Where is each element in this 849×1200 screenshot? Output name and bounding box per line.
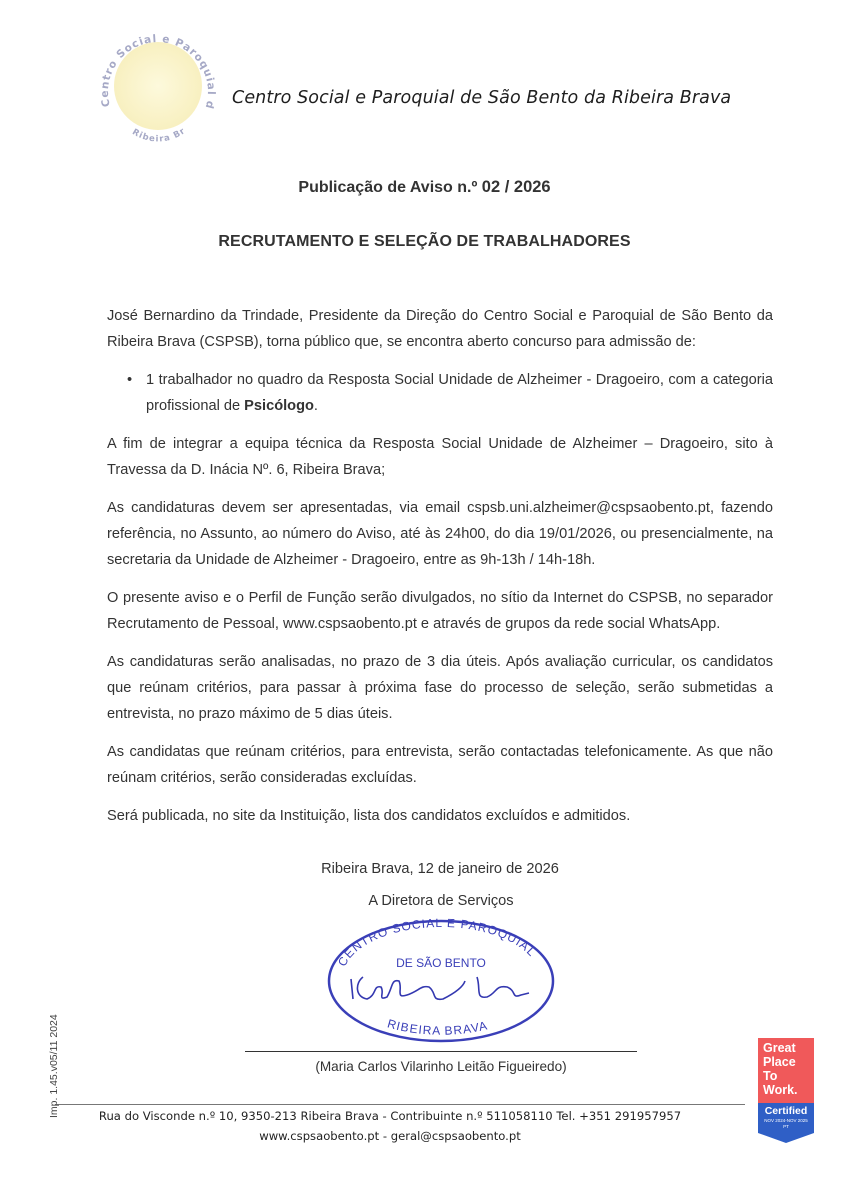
paragraph-list: Será publicada, no site da Instituição, lista dos candidatos excluídos e admitidos. bbox=[107, 808, 631, 824]
logo-text-top: Centro Social e Paroquial d bbox=[98, 32, 218, 111]
logo-text-bottom: Ribeira Br bbox=[130, 126, 188, 145]
signature-block bbox=[245, 891, 637, 1076]
badge-line-3: To bbox=[763, 1069, 778, 1083]
badge-certified: Certified bbox=[764, 1105, 808, 1117]
stamp-text-bottom: RIBEIRA BRAVA bbox=[385, 1016, 490, 1038]
signatory-name: (Maria Carlos Vilarinho Leitão Figueiredo) bbox=[315, 1059, 567, 1074]
paragraph-location: A fim de integrar a equipa técnica da Resposta Social Unidade de Alzheimer – Dragoeiro, sito à Travessa da D. Inácia Nº. 6, Ribeira Brava; bbox=[107, 436, 773, 478]
notice-title: RECRUTAMENTO E SELEÇÃO DE TRABALHADORES bbox=[218, 233, 631, 250]
position-list-item bbox=[107, 367, 773, 419]
organization-logo bbox=[88, 18, 228, 153]
signature-line bbox=[245, 1051, 637, 1052]
document-flow bbox=[0, 172, 849, 1178]
paragraph-applications: As candidaturas devem ser apresentadas, via email cspsb.uni.alzheimer@cspsaobento.pt, fazendo referência, no Assunto, ao número do Aviso, até às 24h00, do dia 19/01/2026, ou presencialmente, na secretaria da Unidade de Alzheimer - Dragoeiro, entre as 9h-13h / 14h-18h. bbox=[107, 500, 773, 568]
official-stamp bbox=[321, 915, 561, 1047]
badge-country: PT bbox=[783, 1124, 789, 1129]
bullet-icon: • bbox=[127, 372, 133, 388]
badge-dates: NOV 2024-NOV 2025 bbox=[764, 1118, 808, 1123]
paragraph-contact: As candidatas que reúnam critérios, para entrevista, serão contactadas telefonicamente. As que não reúnam critérios, serão consideradas excluídas. bbox=[107, 744, 773, 786]
badge-tip bbox=[758, 1133, 814, 1143]
svg-text:RIBEIRA BRAVA bbox=[386, 1016, 489, 1037]
publication-label: Publicação de Aviso n.º bbox=[298, 179, 478, 196]
place-date: Ribeira Brava, 12 de janeiro de 2026 bbox=[321, 861, 559, 877]
position-end: . bbox=[313, 398, 318, 414]
great-place-to-work-badge bbox=[758, 1038, 814, 1142]
badge-line-1: Great bbox=[763, 1041, 796, 1055]
signatory-role: A Diretora de Serviços bbox=[368, 893, 514, 909]
badge-line-2: Place bbox=[763, 1055, 796, 1069]
intro-paragraph: José Bernardino da Trindade, Presidente da Direção do Centro Social e Paroquial de São Bento da Ribeira Brava (CSPSB), torna público que, se encontra aberto concurso para admissão de: bbox=[107, 308, 773, 350]
publication-title bbox=[0, 176, 849, 199]
stamp-text-top: CENTRO SOCIAL E PAROQUIAL bbox=[334, 915, 540, 969]
notice-body bbox=[107, 303, 773, 829]
footer-address: Rua do Visconde n.º 10, 9350-213 Ribeira Brava - Contribuinte n.º 511058110 Tel. +351 291957957 bbox=[98, 1109, 682, 1123]
position-role: Psicólogo bbox=[244, 398, 314, 414]
publication-number: 02 / 2026 bbox=[481, 178, 551, 196]
organization-name: Centro Social e Paroquial de São Bento da Ribeira Brava bbox=[232, 88, 732, 108]
position-text: 1 trabalhador no quadro da Resposta Social Unidade de Alzheimer - Dragoeiro, com a categoria profissional de bbox=[146, 372, 773, 414]
paragraph-evaluation: As candidaturas serão analisadas, no prazo de 3 dia úteis. Após avaliação curricular, os candidatos que reúnam critérios, para passar à próxima fase do processo de seleção, serão submetidas a entrevista, no prazo máximo de 5 dias úteis. bbox=[107, 654, 773, 722]
badge-top bbox=[758, 1038, 814, 1103]
form-version-note: Imp. 1.45.v05/11 2024 bbox=[48, 1014, 60, 1118]
badge-line-4: Work. bbox=[763, 1083, 798, 1097]
handwritten-signature bbox=[351, 977, 529, 999]
paragraph-publication: O presente aviso e o Perfil de Função serão divulgados, no sítio da Internet do CSPSB, no separador Recrutamento de Pessoal, www.cspsaobento.pt e através de grupos da rede social WhatsApp. bbox=[107, 590, 773, 632]
footer-divider bbox=[55, 1104, 745, 1105]
footer-contacts: www.cspsaobento.pt - geral@cspsaobento.pt bbox=[259, 1129, 521, 1143]
badge-bottom bbox=[758, 1103, 814, 1133]
stamp-text-middle: DE SÃO BENTO bbox=[396, 956, 486, 970]
position-description bbox=[146, 367, 773, 419]
